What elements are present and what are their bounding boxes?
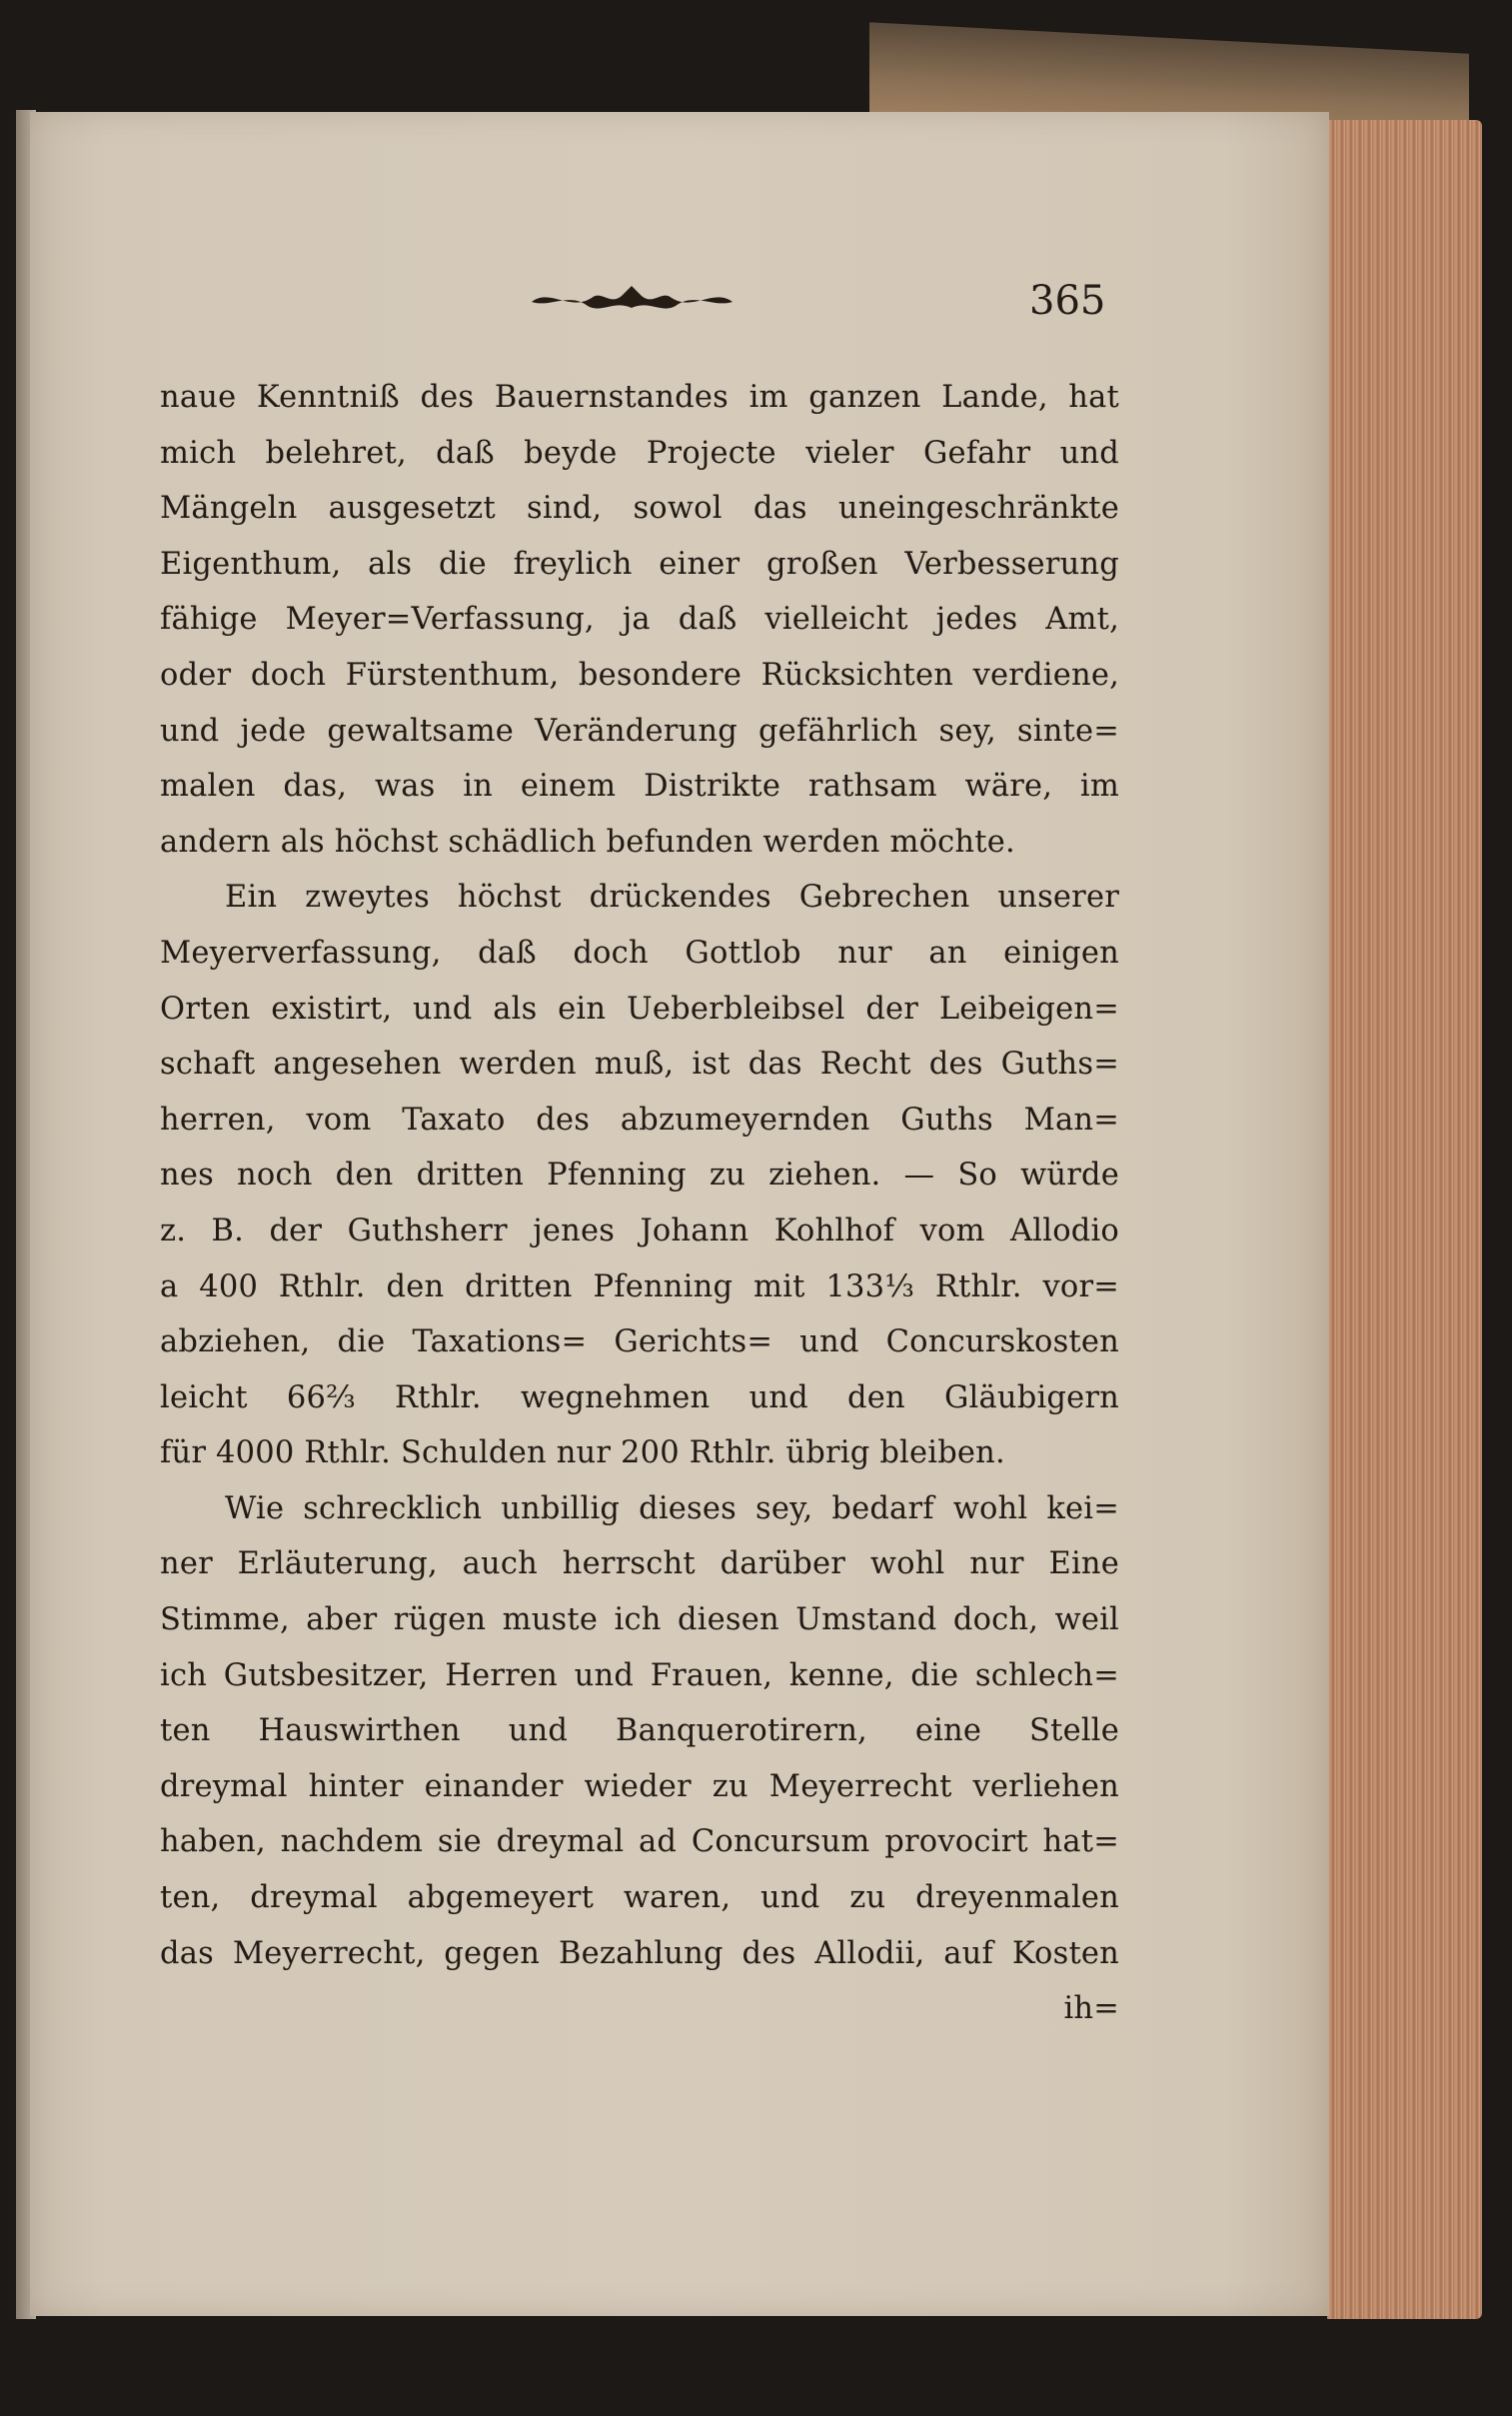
catchword: ih=	[1063, 1991, 1119, 2027]
text-line: ner Erläuterung, auch herrscht darüber wohl nur Eine	[160, 1546, 1119, 1582]
text-line: Ein zweytes höchst drückendes Gebrechen unserer	[225, 880, 1119, 916]
text-line: herren, vom Taxato des abzumeyernden Guths Man=	[160, 1102, 1119, 1138]
text-line: Stimme, aber rügen muste ich diesen Umstand doch, weil	[160, 1602, 1119, 1638]
text-line: für 4000 Rthlr. Schulden nur 200 Rthlr. übrig bleiben.	[160, 1435, 1005, 1471]
text-line: das Meyerrecht, gegen Bezahlung des Allodii, auf Kosten	[160, 1935, 1119, 1971]
text-line: Meyerverfassung, daß doch Gottlob nur an einigen	[160, 935, 1119, 971]
text-line: malen das, was in einem Distrikte rathsam wäre, im	[160, 769, 1119, 805]
text-line: a 400 Rthlr. den dritten Pfenning mit 133⅓ Rthlr. vor=	[160, 1268, 1119, 1304]
text-line: fähige Meyer=Verfassung, ja daß vielleicht jedes Amt,	[160, 602, 1119, 638]
text-line: andern als höchst schädlich befunden werden möchte.	[160, 824, 1015, 860]
text-line: ich Gutsbesitzer, Herren und Frauen, kenne, die schlech=	[160, 1657, 1119, 1693]
text-line: dreymal hinter einander wieder zu Meyerrecht verliehen	[160, 1768, 1119, 1804]
text-line: oder doch Fürstenthum, besondere Rücksichten verdiene,	[160, 657, 1119, 693]
text-line: nes noch den dritten Pfenning zu ziehen. — So würde	[160, 1158, 1119, 1194]
text-line: Mängeln ausgesetzt sind, sowol das uneingeschränkte	[160, 491, 1119, 527]
text-line: ten, dreymal abgemeyert waren, und zu dreyenmalen	[160, 1880, 1119, 1916]
body-text	[160, 370, 1119, 2037]
text-line: haben, nachdem sie dreymal ad Concursum provocirt hat=	[160, 1824, 1119, 1860]
text-line: und jede gewaltsame Veränderung gefährlich sey, sinte=	[160, 713, 1119, 749]
page-number: 365	[1029, 278, 1106, 324]
text-line: naue Kenntniß des Bauernstandes im ganzen Lande, hat	[160, 380, 1119, 415]
text-line: z. B. der Guthsherr jenes Johann Kohlhof vom Allodio	[160, 1212, 1119, 1248]
fleuron-ornament-icon	[530, 278, 735, 320]
page-block-edge	[1327, 120, 1482, 2319]
text-line: mich belehret, daß beyde Projecte vieler Gefahr und	[160, 435, 1119, 471]
text-line: Eigenthum, als die freylich einer großen Verbesserung	[160, 546, 1119, 582]
text-line: Wie schrecklich unbillig dieses sey, bedarf wohl kei=	[225, 1490, 1119, 1526]
text-line: leicht 66⅔ Rthlr. wegnehmen und den Gläubigern	[160, 1379, 1119, 1415]
text-line: ten Hauswirthen und Banquerotirern, eine Stelle	[160, 1713, 1119, 1749]
text-line: Orten existirt, und als ein Ueberbleibsel der Leibeigen=	[160, 991, 1119, 1027]
text-line: abziehen, die Taxations= Gerichts= und Concurskosten	[160, 1324, 1119, 1360]
text-line: schaft angesehen werden muß, ist das Recht des Guths=	[160, 1047, 1119, 1083]
